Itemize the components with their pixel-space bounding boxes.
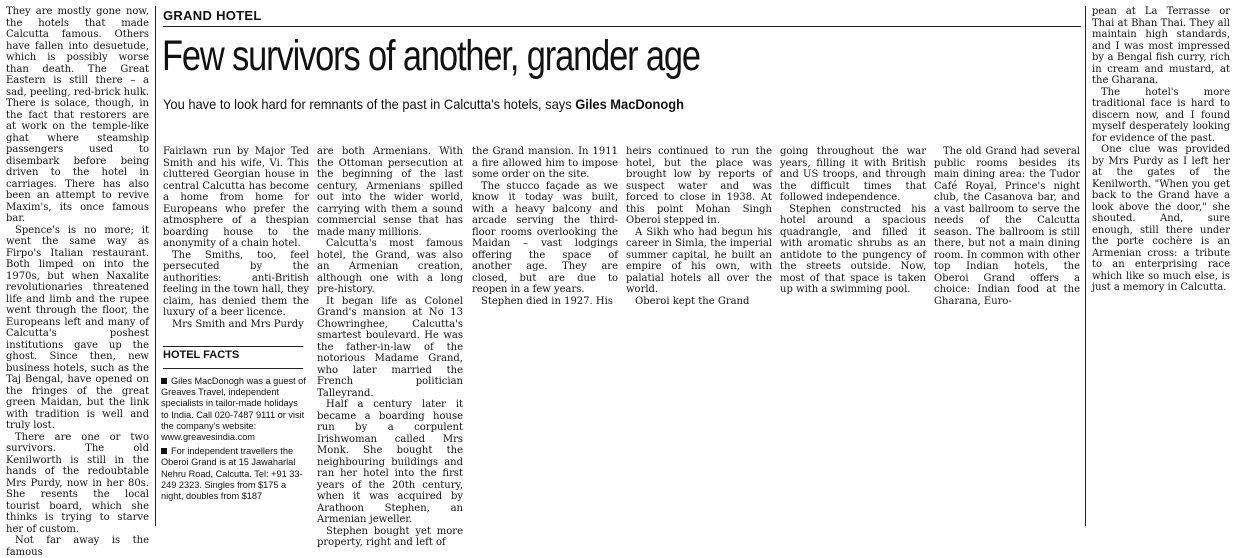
article-column-4: [472, 146, 618, 306]
facts-item-text: For independent travellers the Oberoi Grand is at 15 Jawaharlal Nehru Road, Calcutta. Tel: +91 33-249 2323. Singles from $175 a night, doubles from $187: [161, 446, 303, 502]
article-column-5: [626, 146, 772, 306]
paragraph: A Sikh who had begun his career in Simla, the imperial summer capital, he built an empire of his own, with palatial hotels all over the world.: [626, 226, 772, 295]
facts-item: [161, 446, 307, 502]
facts-item-text: Giles MacDonogh was a guest of Greaves Travel, independent specialists in tailor-made holidays to India. Call 020-7487 9111 or visit the company's website: www.greavesindia.com: [161, 376, 306, 443]
hotel-facts-box: [161, 376, 307, 505]
paragraph: Not far away is the famous: [6, 535, 149, 558]
paragraph: Stephen died in 1927. His: [481, 295, 613, 307]
paragraph: Spence's is no more; it went the same way as Firpo's Italian restaurant. Both limped on into the 1970s, but when Naxalite revolutionaries threatened life and limb and the rupee went through the floor, the Europeans left and many of Calcutta's poshest institutions gave up the ghost. Since then, new business hotels, such as the Taj Bengal, have opened on the fringes of the great green Maidan, but the link with tradition is well and truly lost.: [6, 224, 149, 431]
paragraph: are both Armenians. With the Ottoman persecution at the beginning of the last century, Armenians spilled out into the wider world, carrying with them a sound commercial sense that has made many millions.: [317, 146, 463, 238]
paragraph: The hotel's more traditional face is hard to discern now, and I found myself desperately looking for evidence of the past.: [1092, 86, 1230, 144]
facts-top-rule: [163, 346, 303, 347]
paragraph: Oberoi kept the Grand: [635, 295, 750, 307]
standfirst: [163, 96, 684, 112]
hotel-facts-title: HOTEL FACTS: [163, 349, 240, 361]
bullet-square-icon: [161, 448, 167, 454]
column-rule-right: [1085, 6, 1086, 526]
facts-item: [161, 376, 307, 443]
paragraph: Stephen bought yet more property, right and left of: [317, 525, 463, 548]
paragraph: Calcutta's most famous hotel, the Grand, was also an Armenian creation, although one with a long pre-history.: [317, 238, 463, 295]
paragraph: The Smiths, too, feel persecuted by the authorities: anti-British feeling in the town hall, they claim, has denied them the luxury of a beer licence.: [163, 249, 309, 318]
bullet-square-icon: [161, 378, 167, 384]
article-column-3: [317, 146, 463, 548]
byline: Giles MacDonogh: [575, 96, 685, 112]
paragraph: They are mostly gone now, the hotels that made Calcutta famous. Others have fallen into desuetude, which is possibly worse than death. The Great Eastern is still there – a sad, peeling, red-brick hulk. There is solace, though, in the fact that restorers are at work on the temple-like ghat where steamship passengers used to disembark before being driven to the hotel in carriages. There has also been an attempt to revive Maxim's, its once famous bar.: [6, 6, 149, 224]
headline-top-rule: [163, 26, 1081, 27]
article-column-8: [1092, 6, 1230, 306]
paragraph: One clue was provided by Mrs Purdy as I left her at the gates of the Kenilworth. "When you get back to the Grand have a look above the door," she shouted. And, sure enough, still there under the porte cochère is an Armenian cross: a tribute to an enterprising race which like so much else, is just a memory in Calcutta.: [1092, 144, 1230, 293]
paragraph: Mrs Smith and Mrs Purdy: [172, 318, 304, 330]
article-column-2: [163, 146, 309, 342]
paragraph: There are one or two survivors. The old Kenilworth is still in the hands of the redoubtable Mrs Purdy, now in her 80s. She resents the local tourist board, which she thinks is trying to starve her of custom.: [6, 431, 149, 535]
paragraph: The stucco façade as we know it today was built, with a heavy balcony and arcade serving the third-floor rooms overlooking the Maidan – vast lodgings offering the space of another age. They are closed, but are due to reopen in a few years.: [472, 180, 618, 295]
paragraph: heirs continued to run the hotel, but the place was brought low by reports of suspect water and was forced to close in 1938. At this point Mohan Singh Oberoi stepped in.: [626, 146, 772, 226]
paragraph: pean at La Terrasse or Thai at Bhan Thai. They all maintain high standards, and I was most impressed by a Bengal fish curry, rich in cream and mustard, at the Gharana.: [1092, 6, 1230, 86]
column-rule-1: [155, 6, 156, 526]
paragraph: The old Grand had several public rooms besides its main dining area: the Tudor Café Royal, Prince's night club, the Casanova bar, and a vast ballroom to serve the needs of the Calcutta season. The ballroom is still there, but not a main dining room. In common with other top Indian hotels, the Oberoi Grand offers a choice: Indian food at the Gharana, Euro-: [934, 146, 1080, 307]
article-column-6: [780, 146, 926, 306]
facts-divider-rule: [163, 368, 303, 369]
section-kicker: GRAND HOTEL: [163, 8, 262, 23]
paragraph: Half a century later it became a boarding house run by a corpulent Irishwoman called Mrs Monk. She bought the neighbouring buildings and ran her hotel into the first years of the 20th century, when it was acquired by Arathoon Stephen, an Armenian jeweller.: [317, 399, 463, 525]
standfirst-text: You have to look hard for remnants of the past in Calcutta's hotels, says: [163, 96, 576, 112]
paragraph: the Grand mansion. In 1911 a fire allowed him to impose some order on the site.: [472, 146, 618, 180]
article-column-7: [934, 146, 1080, 306]
paragraph: It began life as Colonel Grand's mansion at No 13 Chowringhee, Calcutta's smartest boulevard. He was the father-in-law of the notorious Madame Grand, who later married the French politician Talleyrand.: [317, 295, 463, 399]
article-column-1: [6, 6, 149, 558]
headline: Few survivors of another, grander age: [162, 32, 700, 80]
paragraph: Fairlawn run by Major Ted Smith and his wife, Vi. This cluttered Georgian house in central Calcutta has become a home from home for Europeans who prefer the atmosphere of a thespian boarding house to the anonymity of a chain hotel.: [163, 146, 309, 249]
paragraph: Stephen constructed his hotel around a spacious quadrangle, and filled it with aromatic shrubs as an antidote to the pungency of the streets outside. Now, most of that space is taken up with a swimming pool.: [780, 203, 926, 295]
paragraph: going throughout the war years, filling it with British and US troops, and through the difficult times that followed independence.: [780, 146, 926, 203]
